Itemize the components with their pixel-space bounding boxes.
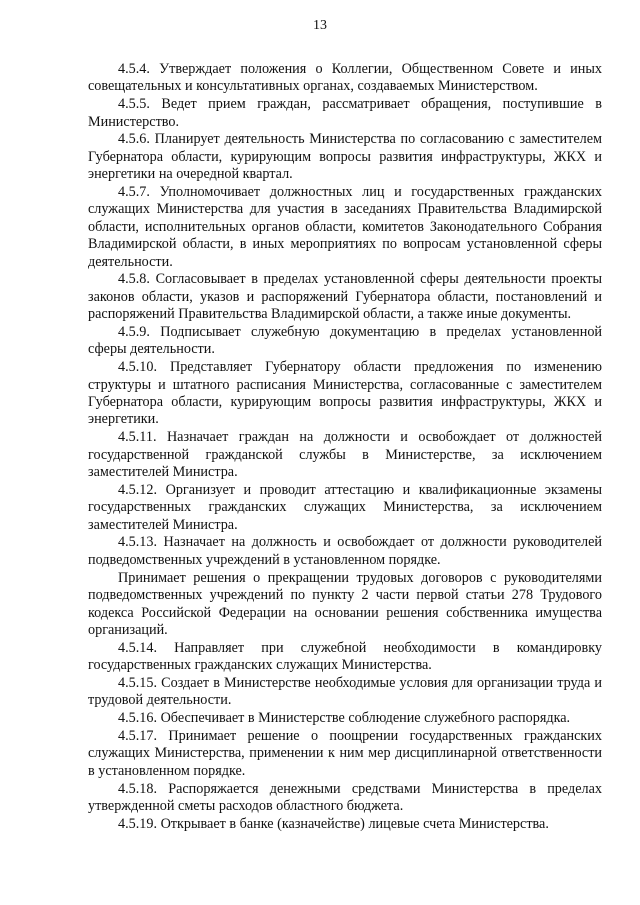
paragraph-4-5-13-continuation: Принимает решения о прекращении трудовых договоров с руководителями подведомственных учреждений по пункту 2 части первой статьи 278 Трудового кодекса Российской Федерации на основании решения собственника имущества организаций. (88, 569, 602, 638)
paragraph-4-5-5: 4.5.5. Ведет прием граждан, рассматривает обращения, поступившие в Министерство. (88, 96, 602, 130)
paragraph-4-5-17: 4.5.17. Принимает решение о поощрении государственных гражданских служащих Министерства, применении к ним мер дисциплинарной ответственности в установленном порядке. (88, 727, 602, 779)
paragraph-4-5-12: 4.5.12. Организует и проводит аттестацию и квалификационные экзамены государственных гражданских служащих Министерства, за исключением заместителей Министра. (88, 481, 602, 533)
paragraph-4-5-8: 4.5.8. Согласовывает в пределах установленной сферы деятельности проекты законов области, указов и распоряжений Губернатора области, постановлений и распоряжений Правительства Владимирской области, а также иные документы. (88, 271, 602, 323)
paragraph-4-5-7: 4.5.7. Уполномочивает должностных лиц и государственных гражданских служащих Министерства для участия в заседаниях Правительства Владимирской области, исполнительных органов области, комитетов Законодательного Собрания Владимирской области, в иных мероприятиях по вопросам установленной сферы деятельности. (88, 184, 602, 270)
document-body (88, 61, 602, 834)
paragraph-4-5-15: 4.5.15. Создает в Министерстве необходимые условия для организации труда и трудовой деятельности. (88, 674, 602, 709)
paragraph-4-5-18: 4.5.18. Распоряжается денежными средствами Министерства в пределах утвержденной сметы расходов областного бюджета. (88, 780, 602, 814)
paragraph-4-5-10: 4.5.10. Представляет Губернатору области предложения по изменению структуры и штатного расписания Министерства, согласованные с заместителем Губернатора области, курирующим вопросы развития инфраструктуры, ЖКХ и энергетики. (88, 359, 602, 428)
paragraph-4-5-11: 4.5.11. Назначает граждан на должности и освобождает от должностей государственной гражданской службы в Министерстве, за исключением заместителей Министра. (88, 429, 602, 481)
paragraph-4-5-19: 4.5.19. Открывает в банке (казначействе) лицевые счета Министерства. (118, 815, 549, 832)
paragraph-4-5-9: 4.5.9. Подписывает служебную документацию в пределах установленной сферы деятельности. (88, 324, 602, 358)
paragraph-4-5-13: 4.5.13. Назначает на должность и освобождает от должности руководителей подведомственных учреждений в установленном порядке. (88, 534, 602, 568)
paragraph-4-5-14: 4.5.14. Направляет при служебной необходимости в командировку государственных гражданских служащих Министерства. (88, 639, 602, 674)
paragraph-4-5-4: 4.5.4. Утверждает положения о Коллегии, Общественном Совете и иных совещательных и консультативных органах, создаваемых Министерством. (88, 61, 602, 95)
paragraph-4-5-16: 4.5.16. Обеспечивает в Министерстве соблюдение служебного распорядка. (118, 710, 571, 727)
page-number: 13 (313, 18, 327, 33)
paragraph-4-5-6: 4.5.6. Планирует деятельность Министерства по согласованию с заместителем Губернатора области, курирующим вопросы развития инфраструктуры, ЖКХ и энергетики на очередной квартал. (88, 131, 602, 183)
